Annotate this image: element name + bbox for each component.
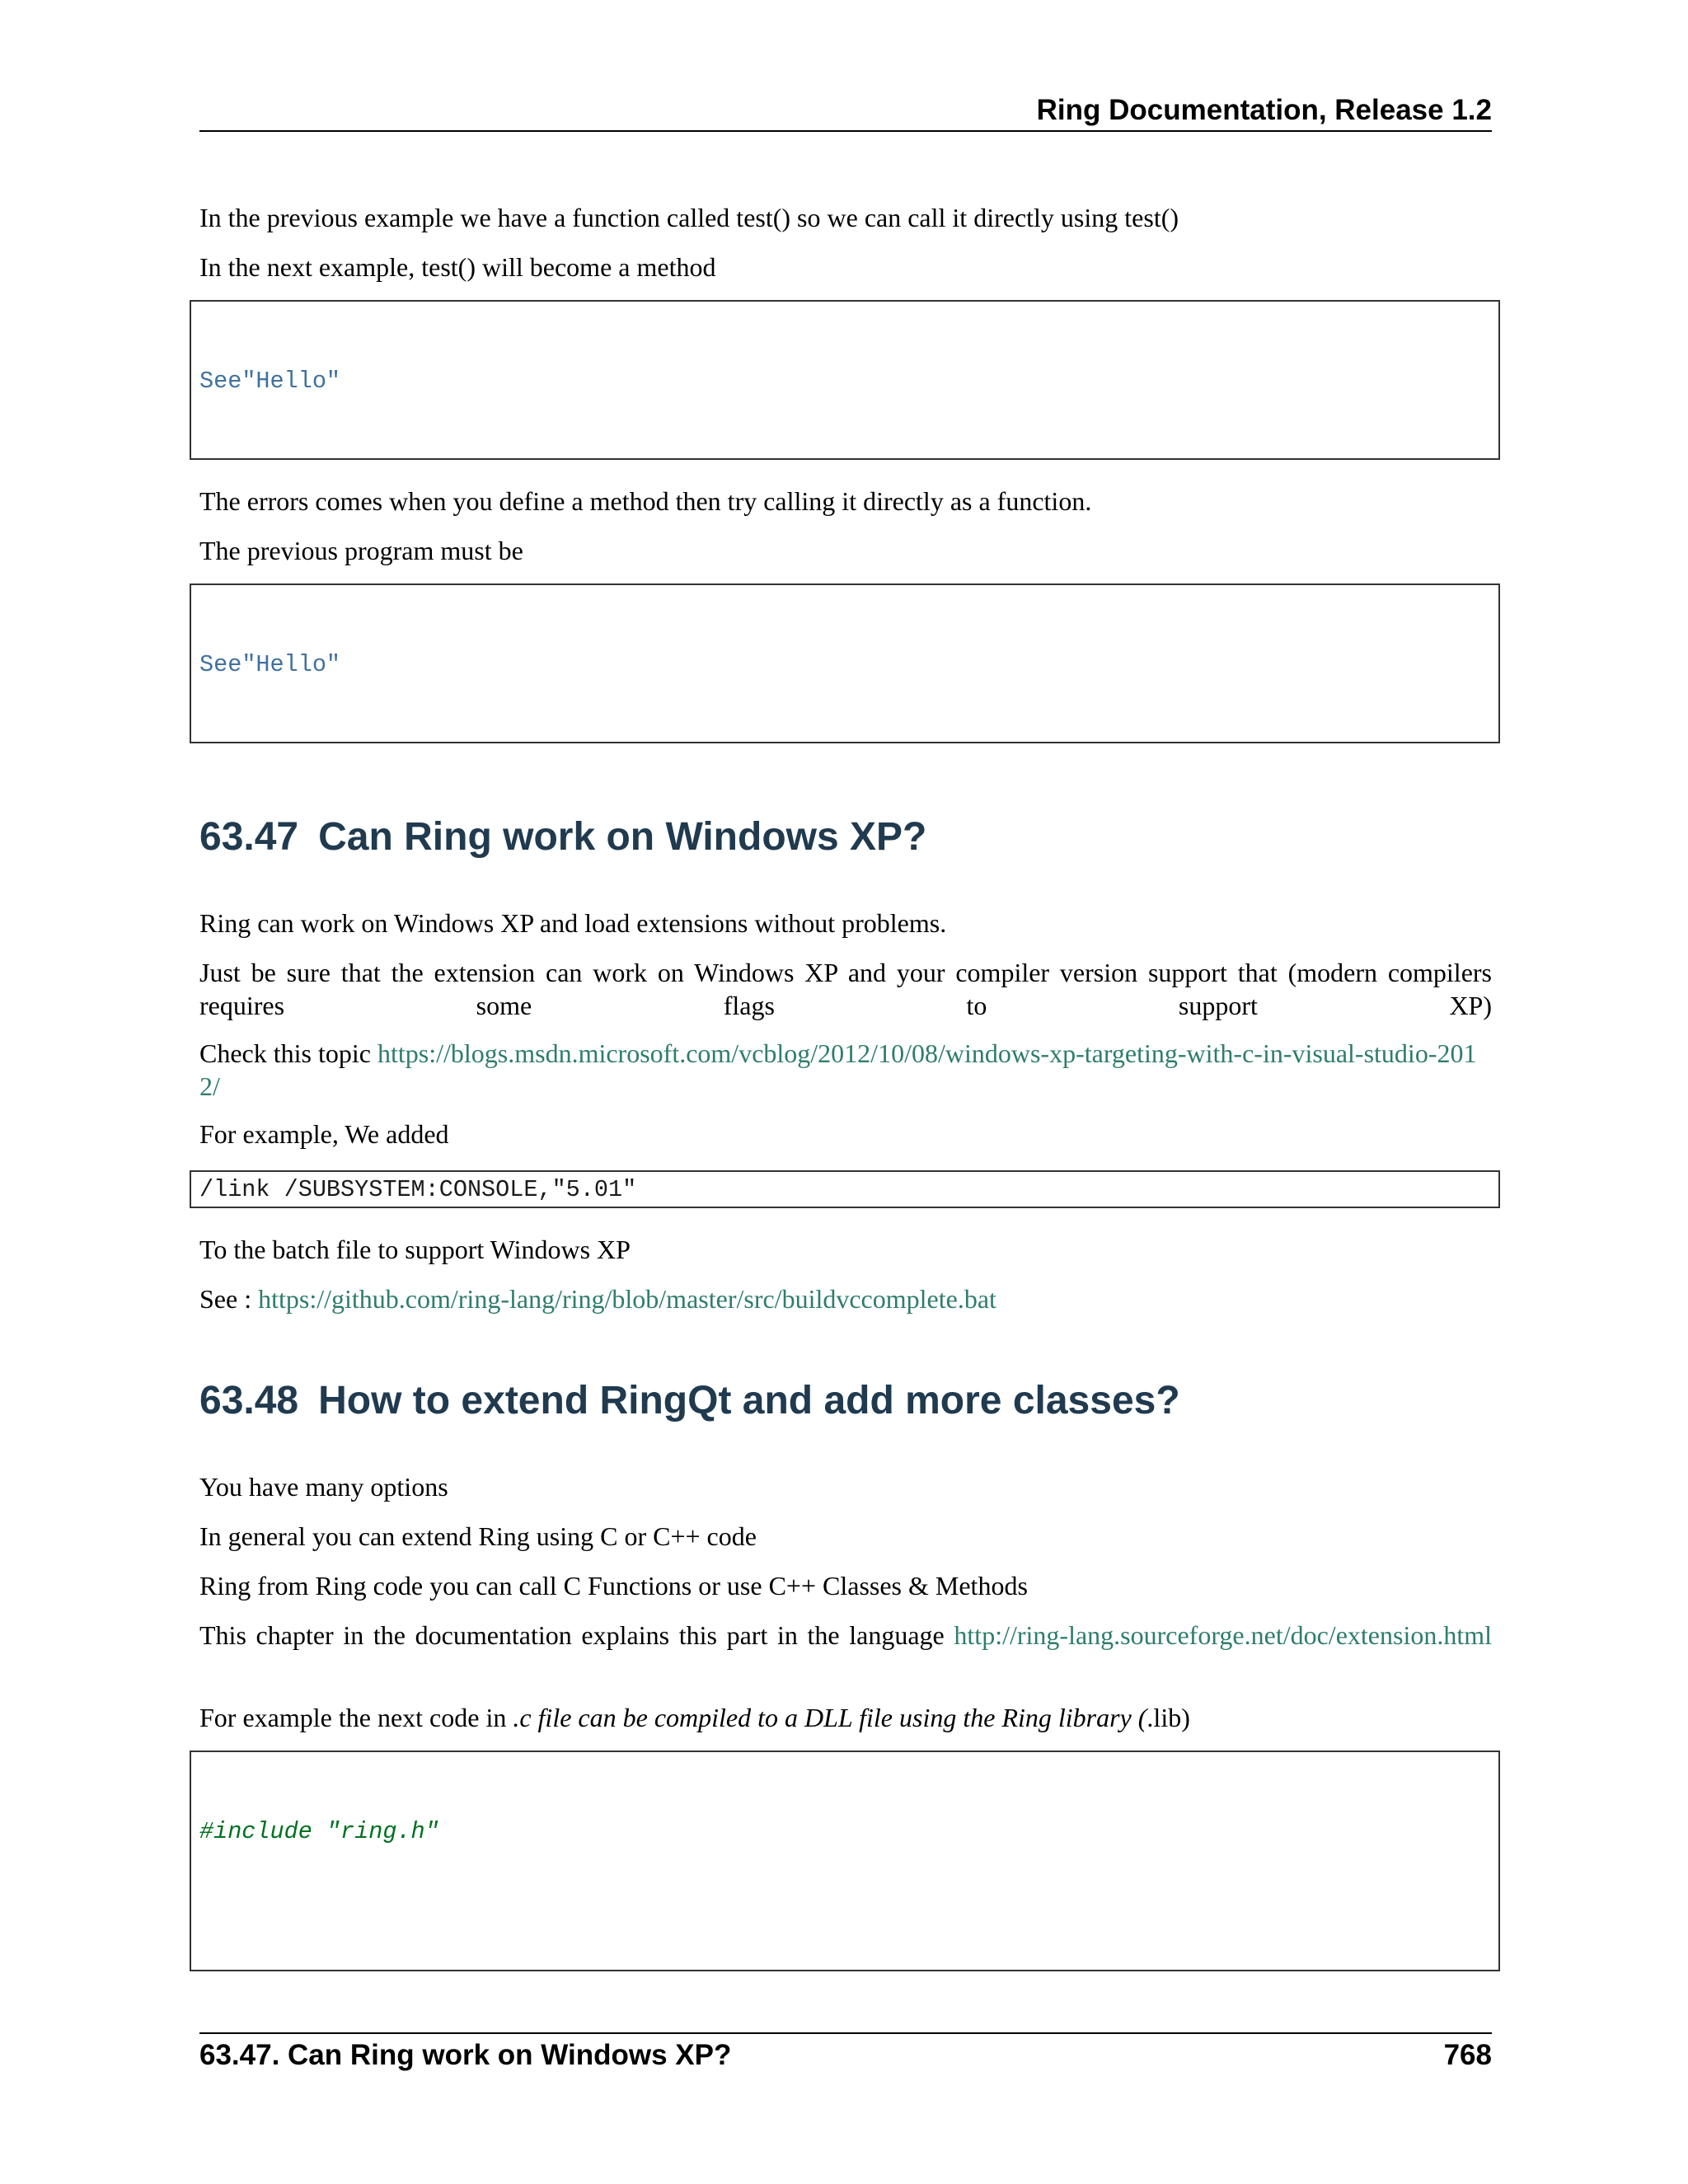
section47-paragraph-5: To the batch file to support Windows XP bbox=[199, 1235, 631, 1264]
header-rule bbox=[199, 130, 1492, 132]
section-number: 63.48 bbox=[199, 1379, 299, 1422]
github-batch-link[interactable]: https://github.com/ring-lang/ring/blob/master/src/buildvccomplete.bat bbox=[258, 1284, 996, 1314]
section47-paragraph-4: For example, We added bbox=[199, 1119, 449, 1149]
section-heading-63-48 bbox=[199, 1376, 1180, 1426]
footer-rule bbox=[199, 2032, 1492, 2034]
footer-section-title: 63.47. Can Ring work on Windows XP? bbox=[199, 2039, 732, 2071]
code-line-blank bbox=[199, 1908, 1490, 1938]
section47-paragraph-3: Check this topic https://blogs.msdn.microsoft.com/vcblog/2012/10/08/windows-xp-targeting-with-c-in-visual-studio-2012/ bbox=[199, 1038, 1477, 1101]
intro-paragraph-2: In the next example, test() will become a method bbox=[199, 252, 716, 282]
section48-paragraph-5: For example the next code in .c file can be compiled to a DLL file using the Ring library (.lib) bbox=[199, 1703, 1190, 1732]
section48-paragraph-4: This chapter in the documentation explains this part in the language http://ring-lang.sourceforge.net/doc/extension.html bbox=[199, 1620, 1492, 1650]
code-block-linker-flag bbox=[190, 1170, 1500, 1208]
section-title: Can Ring work on Windows XP? bbox=[318, 815, 927, 859]
code-block-3 bbox=[190, 1750, 1500, 1971]
extension-doc-link[interactable]: http://ring-lang.sourceforge.net/doc/extension.html bbox=[954, 1620, 1492, 1650]
section-heading-63-47 bbox=[199, 813, 926, 862]
section47-paragraph-2: Just be sure that the extension can work on Windows XP and your compiler version support that (modern compilers requires some flags to support XP) bbox=[199, 958, 1492, 1020]
after-code-paragraph-2: The previous program must be bbox=[199, 536, 523, 565]
msdn-blog-link[interactable]: https://blogs.msdn.microsoft.com/vcblog/2012/10/08/windows-xp-targeting-with-c-in-visual-studio-2012/ bbox=[199, 1038, 1477, 1101]
section47-paragraph-6: See : https://github.com/ring-lang/ring/blob/master/src/buildvccomplete.bat bbox=[199, 1284, 996, 1314]
section48-paragraph-2: In general you can extend Ring using C or C++ code bbox=[199, 1521, 757, 1551]
code-line: /link /SUBSYSTEM:CONSOLE,"5.01" bbox=[199, 1176, 637, 1203]
section48-paragraph-3: Ring from Ring code you can call C Functions or use C++ Classes & Methods bbox=[199, 1571, 1028, 1601]
intro-paragraph-1: In the previous example we have a function called test() so we can call it directly using test() bbox=[199, 203, 1179, 232]
code-line: See"Hello" bbox=[199, 651, 341, 679]
code-block-1 bbox=[190, 300, 1500, 460]
section-title: How to extend RingQt and add more classes? bbox=[318, 1379, 1180, 1422]
code-block-2 bbox=[190, 583, 1500, 743]
code-line: #include "ring.h" bbox=[199, 1818, 439, 1846]
footer-page-number: 768 bbox=[1443, 2039, 1492, 2071]
code-line: See"Hello" bbox=[199, 368, 341, 396]
section47-paragraph-1: Ring can work on Windows XP and load extensions without problems. bbox=[199, 908, 947, 938]
code-line bbox=[199, 741, 1490, 743]
section48-paragraph-1: You have many options bbox=[199, 1472, 448, 1502]
section-number: 63.47 bbox=[199, 815, 299, 859]
code-line bbox=[199, 457, 1490, 460]
running-header: Ring Documentation, Release 1.2 bbox=[1036, 94, 1492, 126]
after-code-paragraph-1: The errors comes when you define a method then try calling it directly as a function. bbox=[199, 486, 1092, 516]
